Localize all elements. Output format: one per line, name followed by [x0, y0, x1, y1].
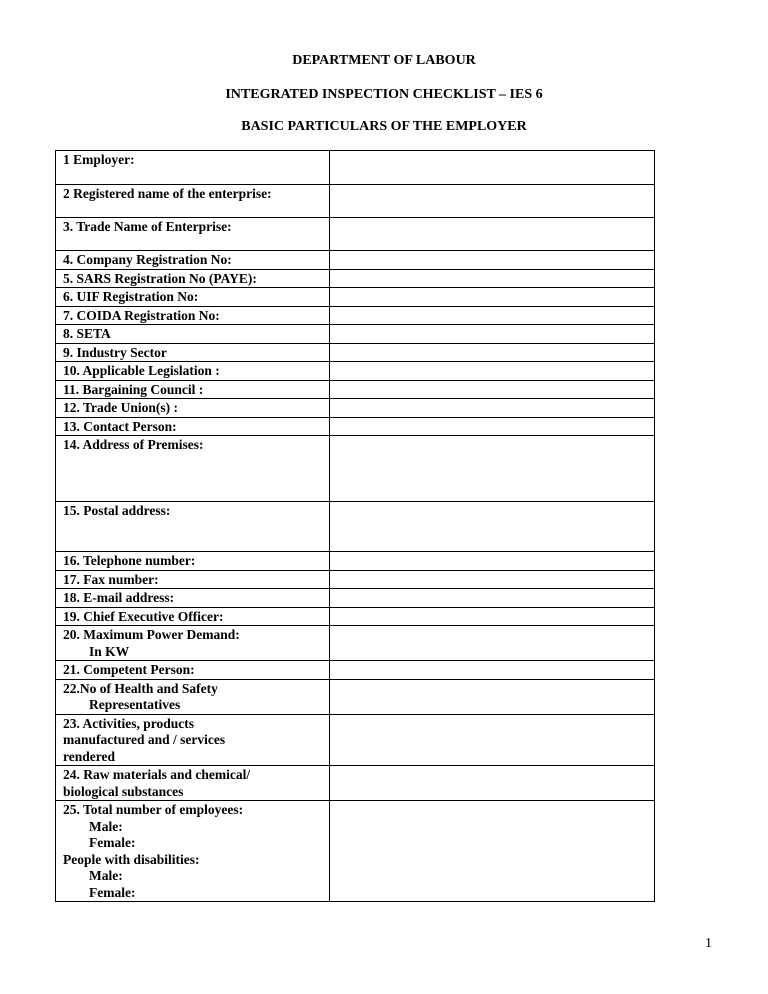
field-label-cell: [56, 626, 330, 661]
field-value-cell[interactable]: [330, 325, 655, 344]
employer-particulars-table: [55, 150, 655, 902]
field-label-cell: [56, 151, 330, 185]
form-row: [56, 570, 655, 589]
field-value-cell[interactable]: [330, 714, 655, 766]
field-label-cell: [56, 589, 330, 608]
field-label-cell: [56, 766, 330, 801]
field-label: rendered: [63, 748, 115, 764]
field-value-cell[interactable]: [330, 151, 655, 185]
field-label: 5. SARS Registration No (PAYE):: [63, 270, 257, 286]
form-row: [56, 151, 655, 185]
form-row: [56, 288, 655, 307]
field-label-cell: [56, 362, 330, 381]
field-value-cell[interactable]: [330, 306, 655, 325]
field-label-cell: [56, 306, 330, 325]
field-label-cell: [56, 801, 330, 902]
field-label: 3. Trade Name of Enterprise:: [63, 219, 232, 234]
field-label-cell: [56, 185, 330, 218]
field-label: 10. Applicable Legislation :: [63, 363, 220, 378]
field-label: 2 Registered name of the enterprise:: [63, 186, 272, 201]
field-value-cell[interactable]: [330, 552, 655, 571]
field-value-cell[interactable]: [330, 417, 655, 436]
field-label: 4. Company Registration No:: [63, 252, 232, 267]
field-value-cell[interactable]: [330, 607, 655, 626]
field-label: 14. Address of Premises:: [63, 437, 204, 452]
field-value-cell[interactable]: [330, 362, 655, 381]
field-label: People with disabilities:: [63, 851, 200, 867]
field-label-cell: [56, 380, 330, 399]
form-row: [56, 269, 655, 288]
field-label-cell: [56, 343, 330, 362]
field-label-cell: [56, 288, 330, 307]
field-value-cell[interactable]: [330, 218, 655, 251]
field-value-cell[interactable]: [330, 343, 655, 362]
department-heading: DEPARTMENT OF LABOUR: [292, 53, 476, 68]
field-value-cell[interactable]: [330, 570, 655, 589]
field-label-cell: [56, 399, 330, 418]
field-value-cell[interactable]: [330, 251, 655, 270]
employer-particulars-body: [56, 151, 655, 902]
field-label: 22.No of Health and Safety: [63, 680, 218, 696]
form-row: [56, 306, 655, 325]
field-value-cell[interactable]: [330, 269, 655, 288]
form-row: [56, 399, 655, 418]
field-value-cell[interactable]: [330, 766, 655, 801]
field-value-cell[interactable]: [330, 288, 655, 307]
field-label: biological substances: [63, 783, 184, 799]
form-row: [56, 343, 655, 362]
form-row: [56, 714, 655, 766]
field-label-cell: [56, 325, 330, 344]
form-row: [56, 661, 655, 680]
field-label: 20. Maximum Power Demand:: [63, 627, 240, 642]
form-row: [56, 417, 655, 436]
field-label: 6. UIF Registration No:: [63, 289, 199, 304]
field-label: 19. Chief Executive Officer:: [63, 608, 224, 624]
form-row: [56, 380, 655, 399]
form-row: [56, 325, 655, 344]
field-label: manufactured and / services: [63, 732, 226, 747]
field-label: 15. Postal address:: [63, 503, 171, 518]
field-label-cell: [56, 218, 330, 251]
field-value-cell[interactable]: [330, 679, 655, 714]
field-label-cell: [56, 714, 330, 766]
field-value-cell[interactable]: [330, 661, 655, 680]
field-label: In KW: [89, 643, 130, 659]
form-row: [56, 218, 655, 251]
form-row: [56, 251, 655, 270]
field-label-cell: [56, 679, 330, 714]
form-row: [56, 362, 655, 381]
field-value-cell[interactable]: [330, 185, 655, 218]
field-label: 25. Total number of employees:: [63, 802, 244, 817]
checklist-title: INTEGRATED INSPECTION CHECKLIST – IES 6: [225, 87, 543, 102]
field-label-cell: [56, 661, 330, 680]
field-label: 12. Trade Union(s) :: [63, 400, 179, 415]
field-label-cell: [56, 607, 330, 626]
field-label: Male:: [89, 818, 123, 834]
field-value-cell[interactable]: [330, 380, 655, 399]
form-row: [56, 626, 655, 661]
field-label: Representatives: [89, 697, 181, 712]
field-value-cell[interactable]: [330, 399, 655, 418]
field-value-cell[interactable]: [330, 589, 655, 608]
form-row: [56, 502, 655, 552]
form-row: [56, 607, 655, 626]
form-row: [56, 766, 655, 801]
field-label: 8. SETA: [63, 326, 111, 341]
field-label-cell: [56, 417, 330, 436]
field-label: 16. Telephone number:: [63, 553, 196, 568]
field-label-cell: [56, 436, 330, 502]
form-row: [56, 589, 655, 608]
field-label: 9. Industry Sector: [63, 344, 167, 360]
field-label: 13. Contact Person:: [63, 418, 177, 434]
field-label: 23. Activities, products: [63, 715, 194, 731]
field-value-cell[interactable]: [330, 502, 655, 552]
field-label: Male:: [89, 868, 123, 883]
form-row: [56, 801, 655, 902]
field-label: 24. Raw materials and chemical/: [63, 767, 251, 782]
field-label: 18. E-mail address:: [63, 590, 175, 605]
field-label: 1 Employer:: [63, 152, 135, 167]
page-number: 1: [705, 936, 712, 951]
field-label: 11. Bargaining Council :: [63, 381, 204, 397]
field-label-cell: [56, 570, 330, 589]
field-label: 7. COIDA Registration No:: [63, 307, 220, 323]
form-row: [56, 552, 655, 571]
form-row: [56, 679, 655, 714]
section-title: BASIC PARTICULARS OF THE EMPLOYER: [241, 119, 527, 134]
field-label: Female:: [89, 835, 136, 850]
form-row: [56, 436, 655, 502]
field-label-cell: [56, 552, 330, 571]
field-label-cell: [56, 269, 330, 288]
field-value-cell[interactable]: [330, 801, 655, 902]
field-value-cell[interactable]: [330, 626, 655, 661]
field-label-cell: [56, 502, 330, 552]
field-label-cell: [56, 251, 330, 270]
field-label: 17. Fax number:: [63, 571, 159, 587]
field-value-cell[interactable]: [330, 436, 655, 502]
form-row: [56, 185, 655, 218]
field-label: Female:: [89, 884, 136, 900]
field-label: 21. Competent Person:: [63, 662, 195, 677]
